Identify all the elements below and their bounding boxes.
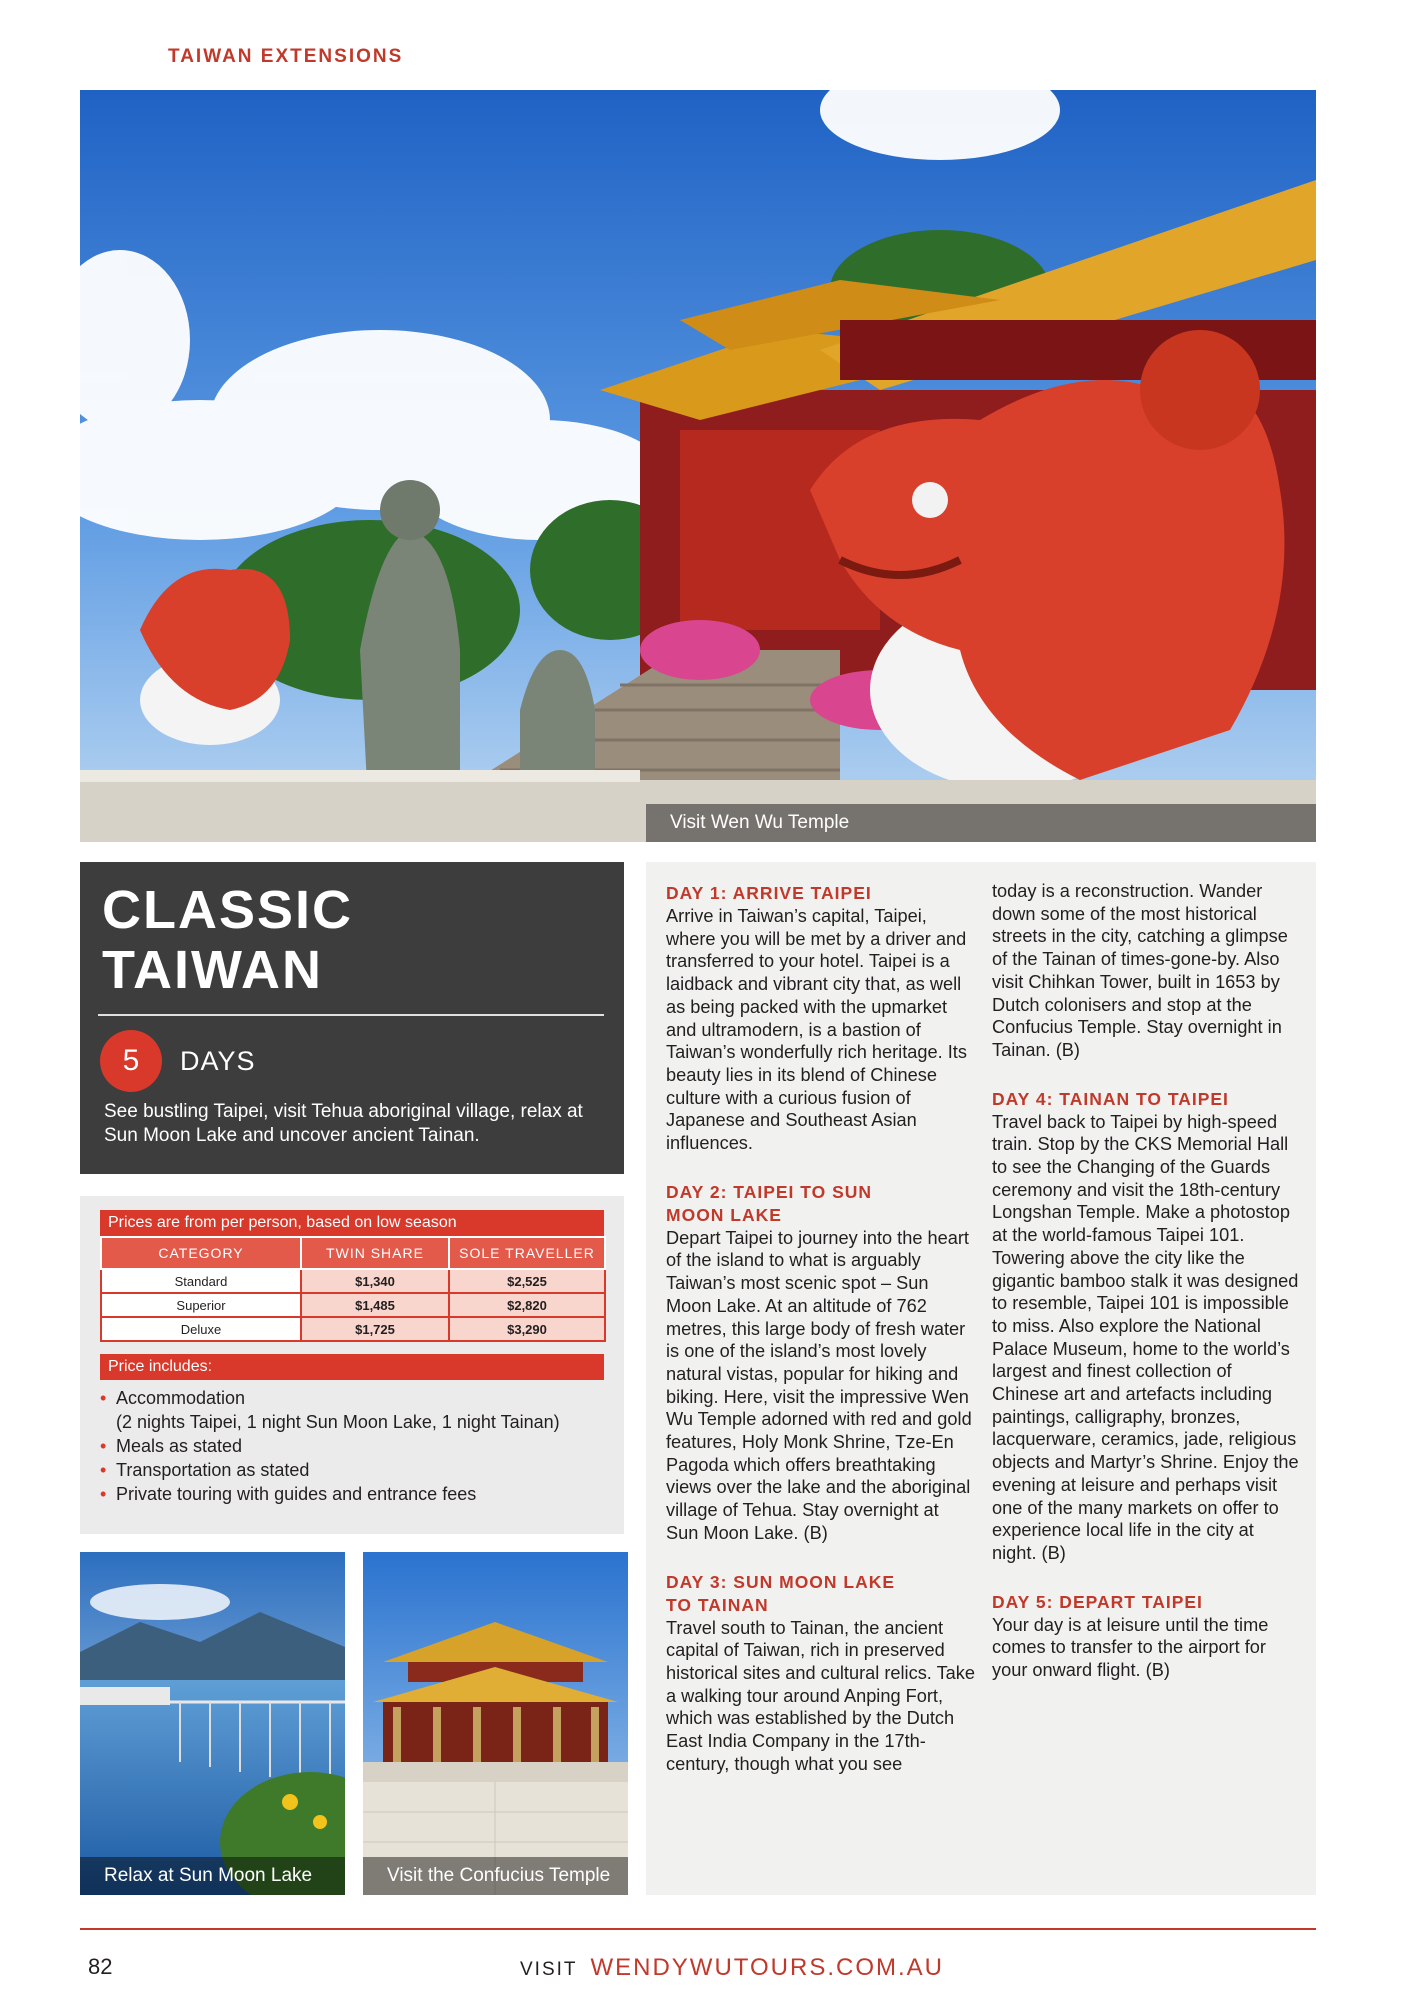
price-note: Prices are from per person, based on low season xyxy=(100,1210,604,1236)
day-1-title: DAY 1: ARRIVE TAIPEI xyxy=(666,883,872,903)
twin-share-price: $1,485 xyxy=(301,1293,449,1317)
sole-traveller-price: $3,290 xyxy=(449,1317,605,1341)
column-header-twin-share: TWIN SHARE xyxy=(301,1237,449,1269)
hero-caption: Visit Wen Wu Temple xyxy=(646,804,1316,842)
list-item: • Transportation as stated xyxy=(100,1458,604,1482)
category-cell: Deluxe xyxy=(101,1317,301,1341)
list-item: • Private touring with guides and entrance fees xyxy=(100,1482,604,1506)
footer-website xyxy=(520,1954,944,1982)
list-item: • Meals as stated xyxy=(100,1434,604,1458)
day-2-text: Depart Taipei to journey into the heart of the island to what is arguably Taiwan’s most scenic spot – Sun Moon Lake. At an altitude of 762 metres, this large body of fresh water is one of the island’s most lovely natural vistas, popular for hiking and biking. Here, visit the impressive Wen Wu Temple adorned with red and gold features, Holy Monk Shrine, Tze-En Pagoda which offers breathtaking views over the lake and the aboriginal village of Tehua. Stay overnight at Sun Moon Lake. (B) xyxy=(666,1227,972,1543)
section-label: TAIWAN EXTENSIONS xyxy=(168,46,404,67)
price-table xyxy=(100,1236,606,1342)
confucius-caption: Visit the Confucius Temple xyxy=(363,1857,628,1895)
day-4-text: Travel back to Taipei by high-speed train. Stop by the CKS Memorial Hall to see the Changing of the Guards ceremony and visit the 18th-century Longshan Temple. Make a photostop at the world-famous Taipei 101. Towering above the city like the gigantic bamboo stalk it was designed to resemble, Taipei 101 is impossible to miss. Also explore the National Palace Museum, home to the world’s largest and finest collection of Chinese art and artefacts including paintings, calligraphy, bronzes, lacquerware, ceramics, jade, religious objects and Martyr’s Shrine. Enjoy the evening at leisure and perhaps visit one of the many markets on offer to experience local life in the city at night. (B) xyxy=(992,1111,1299,1563)
table-row xyxy=(101,1293,605,1317)
trip-title: CLASSIC TAIWAN xyxy=(102,880,354,1000)
days-count-badge: 5 xyxy=(100,1030,162,1092)
table-row xyxy=(101,1317,605,1341)
days-label: DAYS xyxy=(180,1046,256,1076)
table-row xyxy=(101,1269,605,1293)
lake-caption: Relax at Sun Moon Lake xyxy=(80,1857,345,1895)
sole-traveller-price: $2,525 xyxy=(449,1269,605,1293)
day-2-title: DAY 2: TAIPEI TO SUN MOON LAKE xyxy=(666,1181,873,1225)
itinerary-panel xyxy=(646,862,1316,1895)
twin-share-price: $1,725 xyxy=(301,1317,449,1341)
photo-confucius-temple xyxy=(363,1552,628,1895)
category-cell: Superior xyxy=(101,1293,301,1317)
list-item: (2 nights Taipei, 1 night Sun Moon Lake, 1 night Tainan) xyxy=(116,1412,560,1432)
column-header-category: CATEGORY xyxy=(101,1237,301,1269)
trip-title-panel xyxy=(80,862,624,1174)
category-cell: Standard xyxy=(101,1269,301,1293)
day-3-title: DAY 3: SUN MOON LAKE TO TAINAN xyxy=(666,1571,896,1615)
sole-traveller-price: $2,820 xyxy=(449,1293,605,1317)
page-number: 82 xyxy=(88,1954,113,1979)
list-item: • Accommodation xyxy=(100,1386,604,1410)
trip-summary: See bustling Taipei, visit Tehua aboriginal village, relax at Sun Moon Lake and uncover ancient Tainan. xyxy=(104,1101,583,1146)
column-header-sole-traveller: SOLE TRAVELLER xyxy=(449,1237,605,1269)
website-link[interactable]: WENDYWUTOURS.COM.AU xyxy=(590,1954,945,1981)
day-5-title: DAY 5: DEPART TAIPEI xyxy=(992,1591,1203,1612)
confucius-temple-image xyxy=(363,1552,628,1895)
day-4-title: DAY 4: TAINAN TO TAIPEI xyxy=(992,1088,1229,1109)
footer-divider xyxy=(80,1928,1316,1930)
day-5-text: Your day is at leisure until the time comes to transfer to the airport for your onward flight. (B) xyxy=(992,1614,1269,1681)
day-3-text-continued: today is a reconstruction. Wander down some of the most historical streets in the city, catching a glimpse of the Tainan of times-gone-by. Also visit Chihkan Tower, built in 1653 by Dutch colonisers and stop at the Confucius Temple. Stay overnight in Tainan. (B) xyxy=(992,881,1288,1060)
price-includes-list xyxy=(100,1386,604,1506)
itinerary-column-left xyxy=(666,882,976,1802)
itinerary-column-right xyxy=(992,880,1302,1708)
price-box xyxy=(80,1196,624,1534)
day-3-text: Travel south to Tainan, the ancient capital of Taiwan, rich in preserved historical sites and cultural relics. Take a walking tour around Anping Fort, which was established by the Dutch East India Company in the 17th-century, though what you see xyxy=(666,1617,975,1774)
visit-label: VISIT xyxy=(520,1959,578,1980)
hero-image xyxy=(80,90,1316,842)
price-table-header xyxy=(101,1237,605,1269)
photo-sun-moon-lake xyxy=(80,1552,345,1895)
twin-share-price: $1,340 xyxy=(301,1269,449,1293)
hero-photo-wen-wu-temple xyxy=(80,90,1316,842)
price-includes-title: Price includes: xyxy=(100,1354,604,1380)
title-divider xyxy=(98,1014,604,1016)
lake-image xyxy=(80,1552,345,1895)
day-1-text: Arrive in Taiwan’s capital, Taipei, where you will be met by a driver and transferred to your hotel. Taipei is a laidback and vibrant city that, as well as being packed with the upmarket and ultramodern, is a bastion of Taiwan’s wonderfully rich heritage. Its beauty lies in its blend of Chinese culture with a curious fusion of Japanese and Southeast Asian influences. xyxy=(666,906,967,1154)
